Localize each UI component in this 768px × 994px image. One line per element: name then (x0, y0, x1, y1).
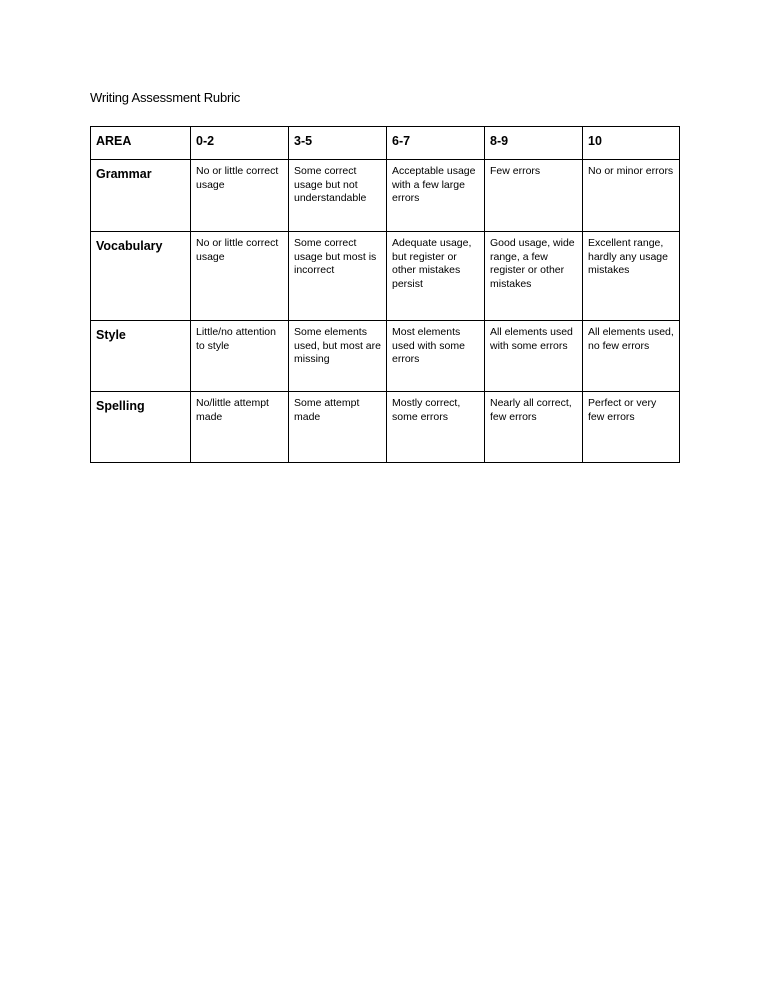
table-row (91, 321, 680, 392)
table-cell: Good usage, wide range, a few register or other mistakes (485, 232, 583, 321)
table-cell: Some elements used, but most are missing (289, 321, 387, 392)
table-cell: All elements used with some errors (485, 321, 583, 392)
table-cell: Acceptable usage with a few large errors (387, 160, 485, 232)
table-row (91, 232, 680, 321)
table-cell: Perfect or very few errors (583, 392, 680, 463)
table-cell: Some correct usage but most is incorrect (289, 232, 387, 321)
table-cell: Some correct usage but not understandable (289, 160, 387, 232)
table-cell: Excellent range, hardly any usage mistakes (583, 232, 680, 321)
header-area: AREA (91, 127, 191, 160)
table-cell: Adequate usage, but register or other mistakes persist (387, 232, 485, 321)
table-cell: Little/no attention to style (191, 321, 289, 392)
rubric-table (90, 126, 680, 463)
header-score-8-9: 8-9 (485, 127, 583, 160)
header-score-0-2: 0-2 (191, 127, 289, 160)
header-score-6-7: 6-7 (387, 127, 485, 160)
document-title: Writing Assessment Rubric (90, 90, 241, 105)
table-cell: No/little attempt made (191, 392, 289, 463)
table-cell: All elements used, no few errors (583, 321, 680, 392)
table-cell: Most elements used with some errors (387, 321, 485, 392)
table-cell: Few errors (485, 160, 583, 232)
table-cell: Mostly correct, some errors (387, 392, 485, 463)
table-header-row (91, 127, 680, 160)
area-label: Spelling (91, 392, 191, 463)
table-cell: Some attempt made (289, 392, 387, 463)
table-cell: No or little correct usage (191, 232, 289, 321)
area-label: Grammar (91, 160, 191, 232)
header-score-3-5: 3-5 (289, 127, 387, 160)
header-score-10: 10 (583, 127, 680, 160)
table-row (91, 392, 680, 463)
area-label: Vocabulary (91, 232, 191, 321)
area-label: Style (91, 321, 191, 392)
table-row (91, 160, 680, 232)
table-cell: Nearly all correct, few errors (485, 392, 583, 463)
table-cell: No or minor errors (583, 160, 680, 232)
table-cell: No or little correct usage (191, 160, 289, 232)
